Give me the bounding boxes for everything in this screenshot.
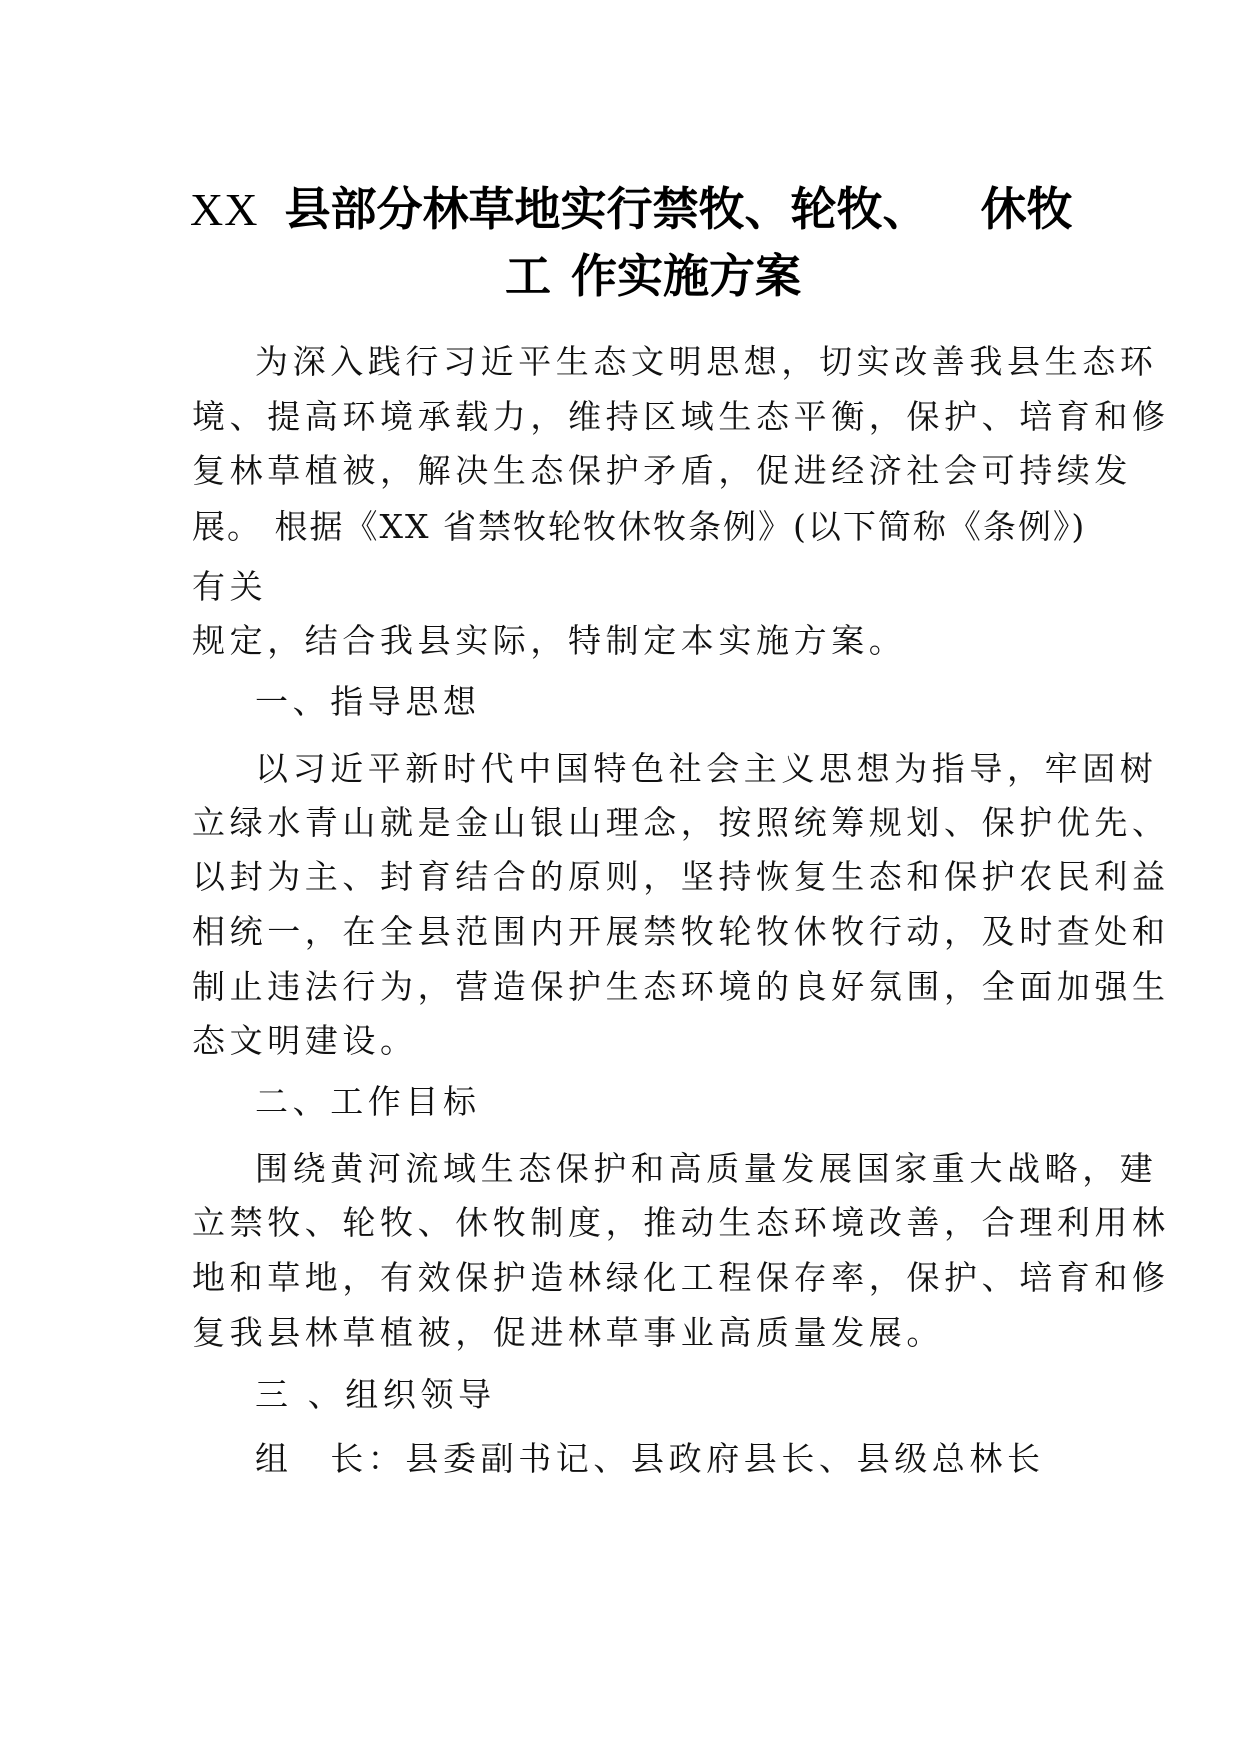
intro-line: 规定，结合我县实际，特制定本实施方案。: [192, 621, 907, 660]
section-line: 以封为主、封育结合的原则，坚持恢复生态和保护农民利益: [192, 857, 1170, 896]
section-line: 复我县林草植被，促进林草事业高质量发展。: [192, 1313, 944, 1352]
section-heading: 二、工作目标: [255, 1082, 481, 1121]
intro-line: 境、提高环境承载力，维持区域生态平衡，保护、培育和修: [192, 397, 1170, 436]
intro-line: 复林草植被，解决生态保护矛盾，促进经济社会可持续发: [192, 451, 1132, 490]
section-line: 立禁牧、轮牧、休牧制度，推动生态环境改善，合理利用林: [192, 1203, 1170, 1242]
intro-line: 展。 根据《XX 省禁牧轮牧休牧条例》(以下简称《条例》): [192, 507, 1087, 546]
section-line: 制止违法行为，营造保护生态环境的良好氛围，全面加强生: [192, 967, 1170, 1006]
section-line: 地和草地，有效保护造林绿化工程保存率，保护、培育和修: [192, 1258, 1170, 1297]
title-county-placeholder: XX: [190, 184, 259, 235]
document-title-line-1: [190, 182, 1073, 236]
section-line: 相统一，在全县范围内开展禁牧轮牧休牧行动，及时查处和: [192, 912, 1170, 951]
intro-line: 有关: [192, 567, 268, 606]
section-line: 围绕黄河流域生态保护和高质量发展国家重大战略，建: [255, 1149, 1158, 1188]
title-text-part-3: 工: [505, 249, 551, 303]
section-heading: 三 、组织领导: [255, 1375, 496, 1414]
title-text-part-4: 作实施方案: [571, 249, 801, 303]
section-line: 组 长：县委副书记、县政府县长、县级总林长: [255, 1439, 1045, 1478]
section-line: 立绿水青山就是金山银山理念，按照统筹规划、保护优先、: [192, 803, 1170, 842]
intro-line: 为深入践行习近平生态文明思想，切实改善我县生态环: [255, 342, 1158, 381]
title-text-part-1: 县部分林草地实行禁牧、轮牧、: [284, 182, 929, 236]
title-text-part-2: 休牧: [980, 182, 1073, 236]
section-line: 态文明建设。: [192, 1021, 418, 1060]
section-line: 以习近平新时代中国特色社会主义思想为指导，牢固树: [255, 749, 1158, 788]
document-title-line-2: [505, 249, 801, 303]
section-heading: 一、指导思想: [255, 682, 481, 721]
